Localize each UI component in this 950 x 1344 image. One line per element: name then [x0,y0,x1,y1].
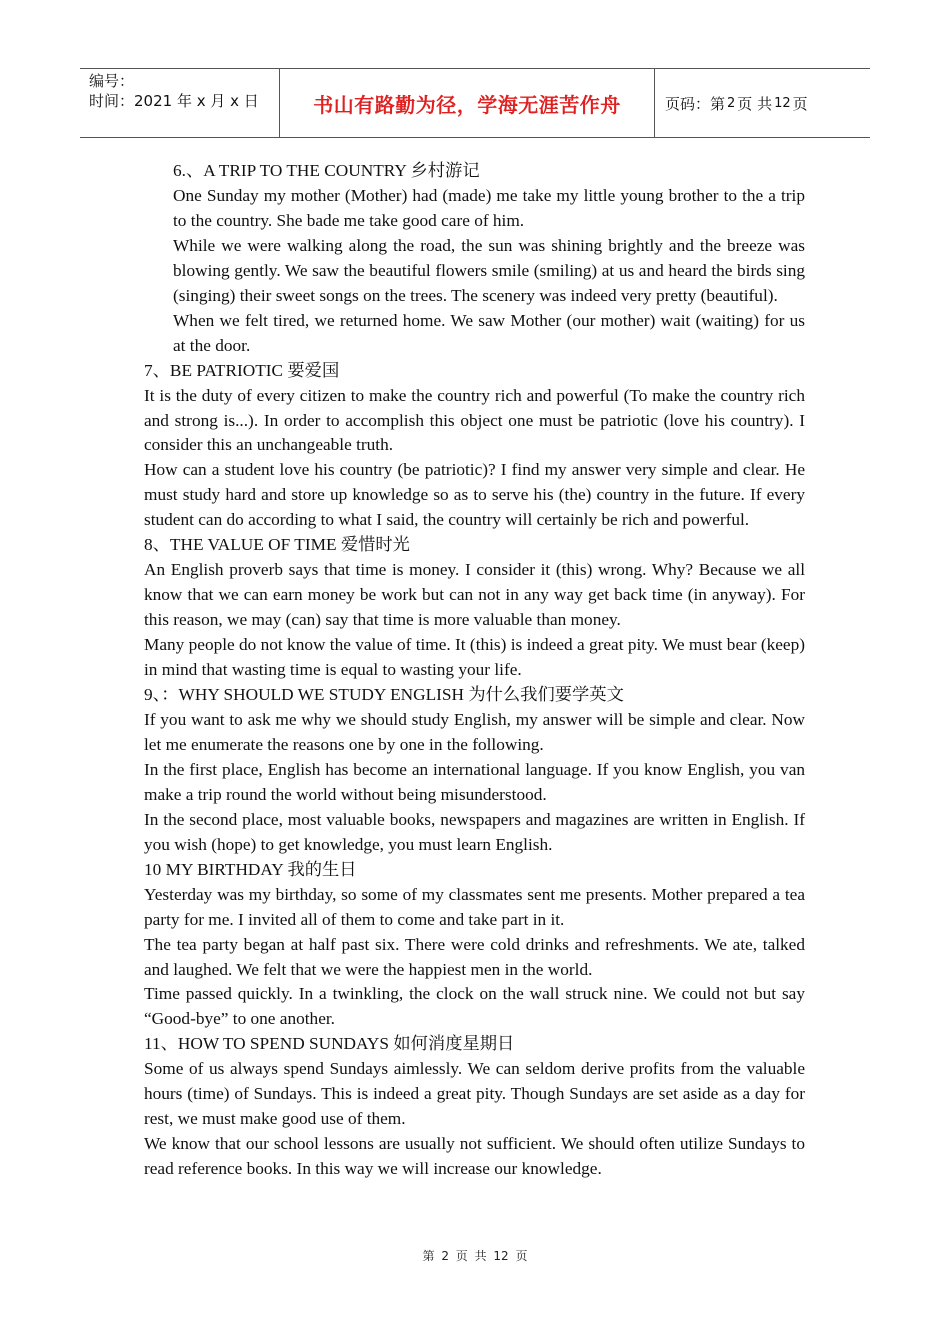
page-header [80,68,870,138]
paragraph: The tea party began at half past six. There were cold drinks and refreshments. We ate, talked and laughed. We felt that we were the happiest men in the world. [144,934,805,979]
page-total: 12 [774,95,791,111]
paragraph: How can a student love his country (be patriotic)? I find my answer very simple and clear. He must study hard and store up knowledge so as to serve his (the) country in the future. If every student can do according to what I said, the country will certainly be rich and powerful. [144,460,805,530]
paragraph: If you want to ask me why we should study English, my answer will be simple and clear. Now let me enumerate the reasons one by one in the following. [144,709,805,754]
paragraph: It is the duty of every citizen to make the country rich and powerful (To make the country rich and strong is...). In order to accomplish this object one must be patriotic (love his country). I consider this an unchangeable truth. [144,385,805,455]
header-page-number [655,69,870,137]
page-mid: 页 共 [737,94,773,113]
paragraph: 11、HOW TO SPEND SUNDAYS 如何消度星期日 [144,1034,515,1054]
paragraph: 7、BE PATRIOTIC 要爱国 [144,360,340,380]
serial-number-label: 编号： [89,72,135,90]
page-footer: 第 2 页 共 12 页 [422,1249,528,1263]
date-label: 时间：2021 年 x 月 x 日 [89,92,259,110]
paragraph: One Sunday my mother (Mother) had (made) me take my little young brother to the a trip to the country. She bade me take good care of him. [173,185,805,230]
paragraph: 8、THE VALUE OF TIME 爱惜时光 [144,535,410,555]
page-suffix: 页 [792,94,808,113]
header-meta [80,69,280,137]
paragraph: We know that our school lessons are usually not sufficient. We should often utilize Sundays to read reference books. In this way we will increase our knowledge. [144,1134,805,1179]
paragraph: Many people do not know the value of time. It (this) is indeed a great pity. We must bear (keep) in mind that wasting time is equal to wasting your life. [144,635,805,680]
paragraph: When we felt tired, we returned home. We saw Mother (our mother) wait (waiting) for us at the door. [173,310,805,355]
paragraph: Yesterday was my birthday, so some of my classmates sent me presents. Mother prepared a tea party for me. I invited all of them to come and take part in it. [144,884,805,929]
paragraph: 9、：WHY SHOULD WE STUDY ENGLISH 为什么我们要学英文 [144,685,624,705]
paragraph: In the second place, most valuable books, newspapers and magazines are written in English. If you wish (hope) to get knowledge, you must learn English. [144,809,805,854]
paragraph: While we were walking along the road, the sun was shining brightly and the breeze was blowing gently. We saw the beautiful flowers smile (smiling) at us and heard the birds sing (singing) their sweet songs on the trees. The scenery was indeed very pretty (beautiful). [173,235,805,305]
page-prefix: 页码：第 [665,94,726,113]
header-motto: 书山有路勤为径，学海无涯苦作舟 [280,69,655,137]
paragraph: In the first place, English has become an international language. If you know English, you van make a trip round the world without being misunderstood. [144,759,805,804]
document-body [144,159,805,1182]
paragraph: 10 MY BIRTHDAY 我的生日 [144,859,357,879]
paragraph: Time passed quickly. In a twinkling, the clock on the wall struck nine. We could not but say “Good-bye” to one another. [144,984,805,1029]
paragraph: Some of us always spend Sundays aimlessly. We can seldom derive profits from the valuable hours (time) of Sundays. This is indeed a great pity. Though Sundays are set aside as a day for rest, we must make good use of them. [144,1059,805,1129]
paragraph: 6.、A TRIP TO THE COUNTRY 乡村游记 [173,161,480,180]
page-current: 2 [727,95,736,111]
paragraph: An English proverb says that time is money. I consider it (this) wrong. Why? Because we all know that we can earn money be work but can not in any way get back time (in anyway). For this reason, we may (can) say that time is more valuable than money. [144,560,805,630]
